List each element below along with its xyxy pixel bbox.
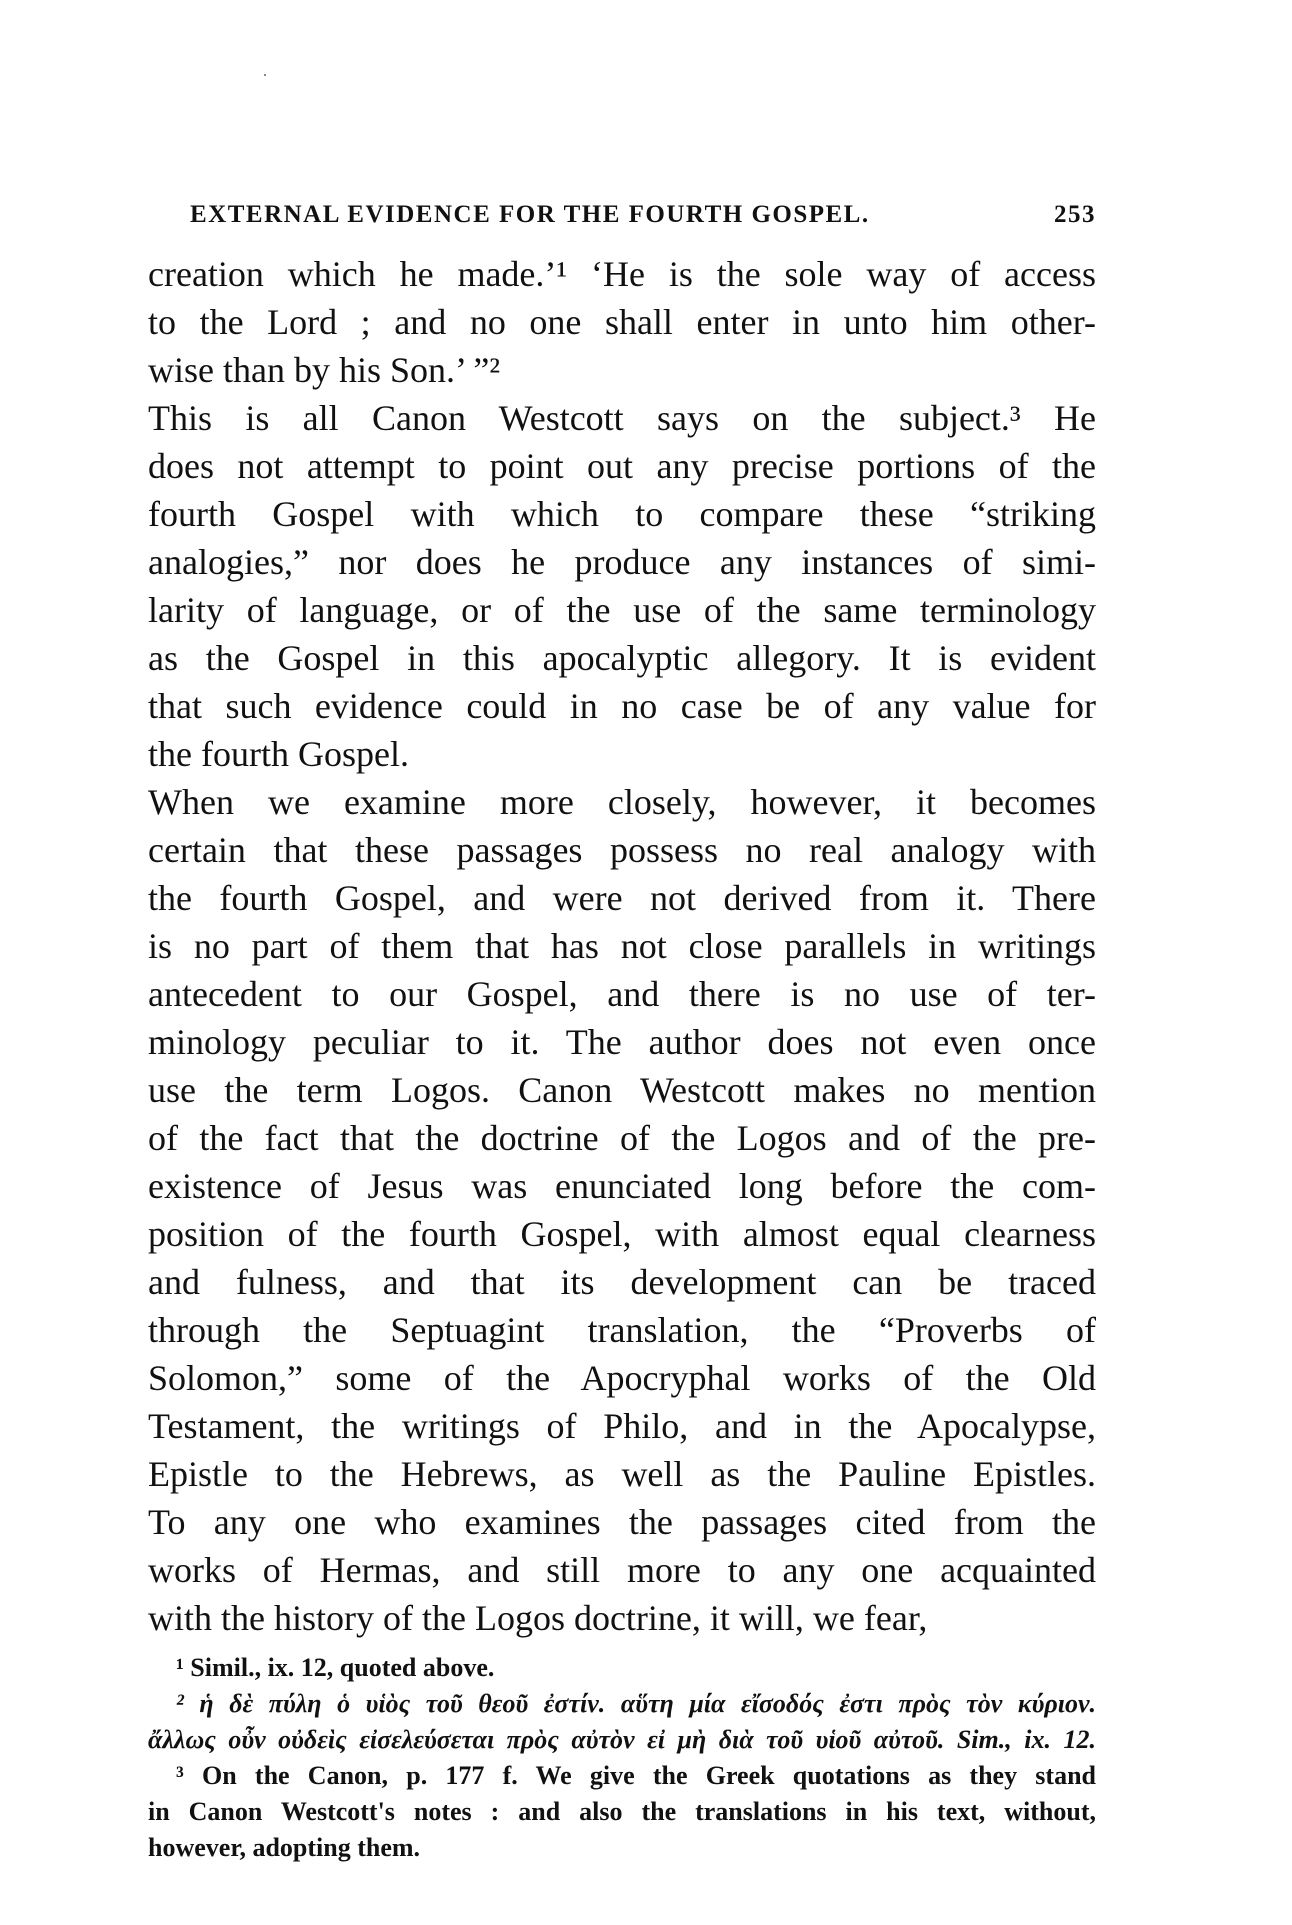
page-number: 253 xyxy=(1054,201,1096,228)
footnote-line: ¹ Simil., ix. 12, quoted above. xyxy=(176,1653,495,1682)
running-title: EXTERNAL EVIDENCE FOR THE FOURTH GOSPEL. xyxy=(190,201,870,228)
running-header xyxy=(190,200,1096,230)
text-line: certain that these passages possess no real analogy with xyxy=(148,830,1096,870)
text-line: to the Lord ; and no one shall enter in unto him other- xyxy=(148,302,1096,342)
text-line: minology peculiar to it. The author does not even once xyxy=(148,1022,1096,1062)
text-line: This is all Canon Westcott says on the subject.³ He xyxy=(148,398,1096,438)
text-line: wise than by his Son.’ ”² xyxy=(148,350,501,390)
text-line: larity of language, or of the use of the same terminology xyxy=(148,590,1096,630)
text-line: through the Septuagint translation, the “Proverbs of xyxy=(148,1310,1096,1350)
body-text xyxy=(148,250,1096,1642)
text-line: creation which he made.’¹ ‘He is the sole way of access xyxy=(148,254,1096,294)
text-line: that such evidence could in no case be of any value for xyxy=(148,686,1096,726)
text-line: When we examine more closely, however, it becomes xyxy=(148,782,1096,822)
footnote-line: ² ἡ δὲ πύλη ὁ υἱὸς τοῦ θεοῦ ἐστίν. αὕτη μία εἴσοδός ἐστι πρὸς τὸν κύριον. xyxy=(176,1689,1096,1718)
text-line: fourth Gospel with which to compare these “striking xyxy=(148,494,1096,534)
text-line: Testament, the writings of Philo, and in the Apocalypse, xyxy=(148,1406,1096,1446)
text-line: is no part of them that has not close parallels in writings xyxy=(148,926,1096,966)
footnote-line: in Canon Westcott's notes : and also the translations in his text, without, xyxy=(148,1797,1096,1826)
text-line: the fourth Gospel, and were not derived from it. There xyxy=(148,878,1096,918)
text-line: does not attempt to point out any precise portions of the xyxy=(148,446,1096,486)
footnote-line: ἄλλως οὖν οὐδεὶς εἰσελεύσεται πρὸς αὐτὸν εἰ μὴ διὰ τοῦ υἱοῦ αὐτοῦ. Sim., ix. 12. xyxy=(148,1725,1096,1754)
footnote-line: ³ On the Canon, p. 177 f. We give the Greek quotations as they stand xyxy=(176,1761,1096,1790)
text-line: Solomon,” some of the Apocryphal works of the Old xyxy=(148,1358,1096,1398)
footnote-line: however, adopting them. xyxy=(148,1833,421,1862)
text-line: and fulness, and that its development can be traced xyxy=(148,1262,1096,1302)
text-line: To any one who examines the passages cited from the xyxy=(148,1502,1096,1542)
text-line: of the fact that the doctrine of the Logos and of the pre- xyxy=(148,1118,1096,1158)
text-line: the fourth Gospel. xyxy=(148,734,409,774)
text-line: position of the fourth Gospel, with almost equal clearness xyxy=(148,1214,1096,1254)
text-line: works of Hermas, and still more to any one acquainted xyxy=(148,1550,1096,1590)
text-line: Epistle to the Hebrews, as well as the Pauline Epistles. xyxy=(148,1454,1096,1494)
page-content xyxy=(148,250,1096,1866)
scan-speck xyxy=(264,74,266,76)
text-line: existence of Jesus was enunciated long before the com- xyxy=(148,1166,1096,1206)
text-line: use the term Logos. Canon Westcott makes no mention xyxy=(148,1070,1096,1110)
text-line: antecedent to our Gospel, and there is no use of ter- xyxy=(148,974,1096,1014)
text-line: as the Gospel in this apocalyptic allegory. It is evident xyxy=(148,638,1096,678)
footnotes xyxy=(148,1650,1096,1866)
text-line: with the history of the Logos doctrine, it will, we fear, xyxy=(148,1598,928,1638)
text-line: analogies,” nor does he produce any instances of simi- xyxy=(148,542,1096,582)
